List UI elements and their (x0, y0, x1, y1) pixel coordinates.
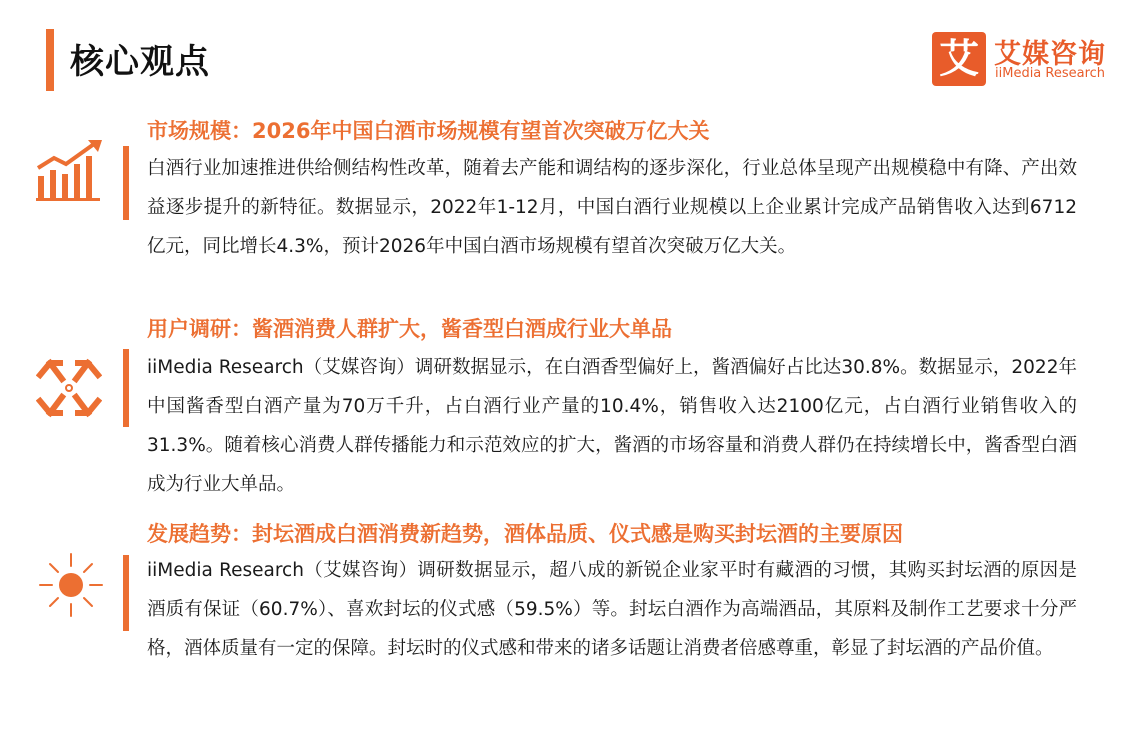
sun-icon (36, 552, 106, 622)
logo-name-cn: 艾媒咨询 (994, 39, 1106, 70)
section-accent-bar (123, 146, 129, 220)
logo-name-en: iiMedia Research (995, 66, 1106, 81)
section-body: iiMedia Research（艾媒咨询）调研数据显示，在白酒香型偏好上，酱酒偏好占比达30.8%。数据显示，2022年中国酱香型白酒产量为70万千升，占白酒行业产量的10.4%，销售收入达2100亿元，占白酒行业销售收入的31.3%。随着核心消费人群传播能力和示范效应的扩大，酱酒的市场容量和消费人群仍在持续增长中，酱香型白酒成为行业大单品。 (147, 357, 1077, 495)
section-body: iiMedia Research（艾媒咨询）调研数据显示，超八成的新锐企业家平时有藏酒的习惯，其购买封坛酒的原因是酒质有保证（60.7%）、喜欢封坛的仪式感（59.5%）等。封坛白酒作为高端酒品，其原料及制作工艺要求十分严格，酒体质量有一定的保障。封坛时的仪式感和带来的诸多话题让消费者倍感尊重，彰显了封坛酒的产品价值。 (147, 560, 1077, 659)
section-accent-bar (123, 349, 129, 427)
growth-chart-icon (36, 138, 106, 208)
section-heading: 市场规模：2026年中国白酒市场规模有望首次突破万亿大关 (147, 119, 710, 143)
section-heading: 用户调研：酱酒消费人群扩大，酱香型白酒成行业大单品 (147, 317, 672, 341)
logo-mark: 艾 (932, 32, 986, 86)
converging-arrows-icon (36, 357, 102, 423)
brand-logo (932, 32, 1118, 88)
section-body: 白酒行业加速推进供给侧结构性改革，随着去产能和调结构的逐步深化，行业总体呈现产出规模稳中有降、产出效益逐步提升的新特征。数据显示，2022年1-12月，中国白酒行业规模以上企业累计完成产品销售收入达到6712亿元，同比增长4.3%，预计2026年中国白酒市场规模有望首次突破万亿大关。 (147, 158, 1077, 257)
section-accent-bar (123, 555, 129, 631)
page-title: 核心观点 (70, 42, 210, 82)
title-accent-bar (46, 29, 54, 91)
section-heading: 发展趋势：封坛酒成白酒消费新趋势，酒体品质、仪式感是购买封坛酒的主要原因 (147, 522, 903, 546)
